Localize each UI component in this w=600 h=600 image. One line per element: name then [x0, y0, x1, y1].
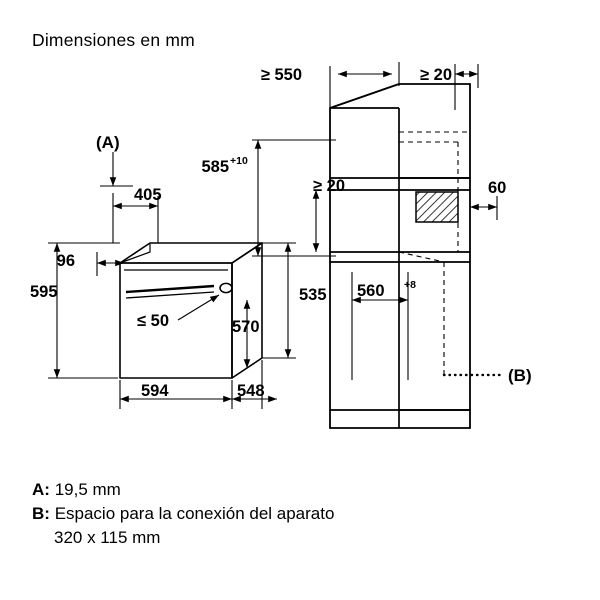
label-min-20-top: ≥ 20 — [313, 177, 345, 195]
oven-dimension-lines — [48, 152, 296, 409]
cabinet-dimension-lines — [252, 62, 497, 380]
page-title: Dimensiones en mm — [32, 30, 195, 50]
label-585: 585 — [201, 158, 229, 176]
legend-a-key: A: — [32, 480, 50, 499]
label-595: 595 — [30, 283, 58, 301]
label-594: 594 — [141, 382, 169, 400]
label-560-sup: +8 — [404, 279, 416, 291]
legend-row-a — [32, 478, 577, 502]
label-min-20-side: ≥ 20 — [420, 66, 452, 84]
label-marker-a: (A) — [96, 133, 120, 152]
legend-row-b-2 — [32, 526, 577, 550]
label-405: 405 — [134, 186, 162, 204]
legend-b-key: B: — [32, 504, 50, 523]
label-min-550: ≥ 550 — [260, 66, 302, 84]
cabinet-view — [330, 84, 470, 428]
legend — [32, 478, 577, 550]
label-560: 560 — [357, 282, 385, 300]
label-570: 570 — [232, 318, 260, 336]
label-max-50: ≤ 50 — [137, 312, 169, 330]
label-585-sup: +10 — [230, 155, 248, 167]
label-marker-b: (B) — [508, 366, 532, 385]
oven-view — [120, 243, 262, 378]
legend-row-b — [32, 502, 577, 526]
label-535: 535 — [299, 286, 327, 304]
label-60: 60 — [488, 179, 507, 197]
cabinet-hidden-lines — [399, 132, 470, 378]
legend-b-value-2: 320 x 115 mm — [54, 528, 161, 547]
label-96: 96 — [56, 252, 75, 270]
legend-a-value: 19,5 mm — [54, 480, 121, 499]
legend-b-value: Espacio para la conexión del aparato — [54, 504, 335, 523]
label-548: 548 — [237, 382, 265, 400]
